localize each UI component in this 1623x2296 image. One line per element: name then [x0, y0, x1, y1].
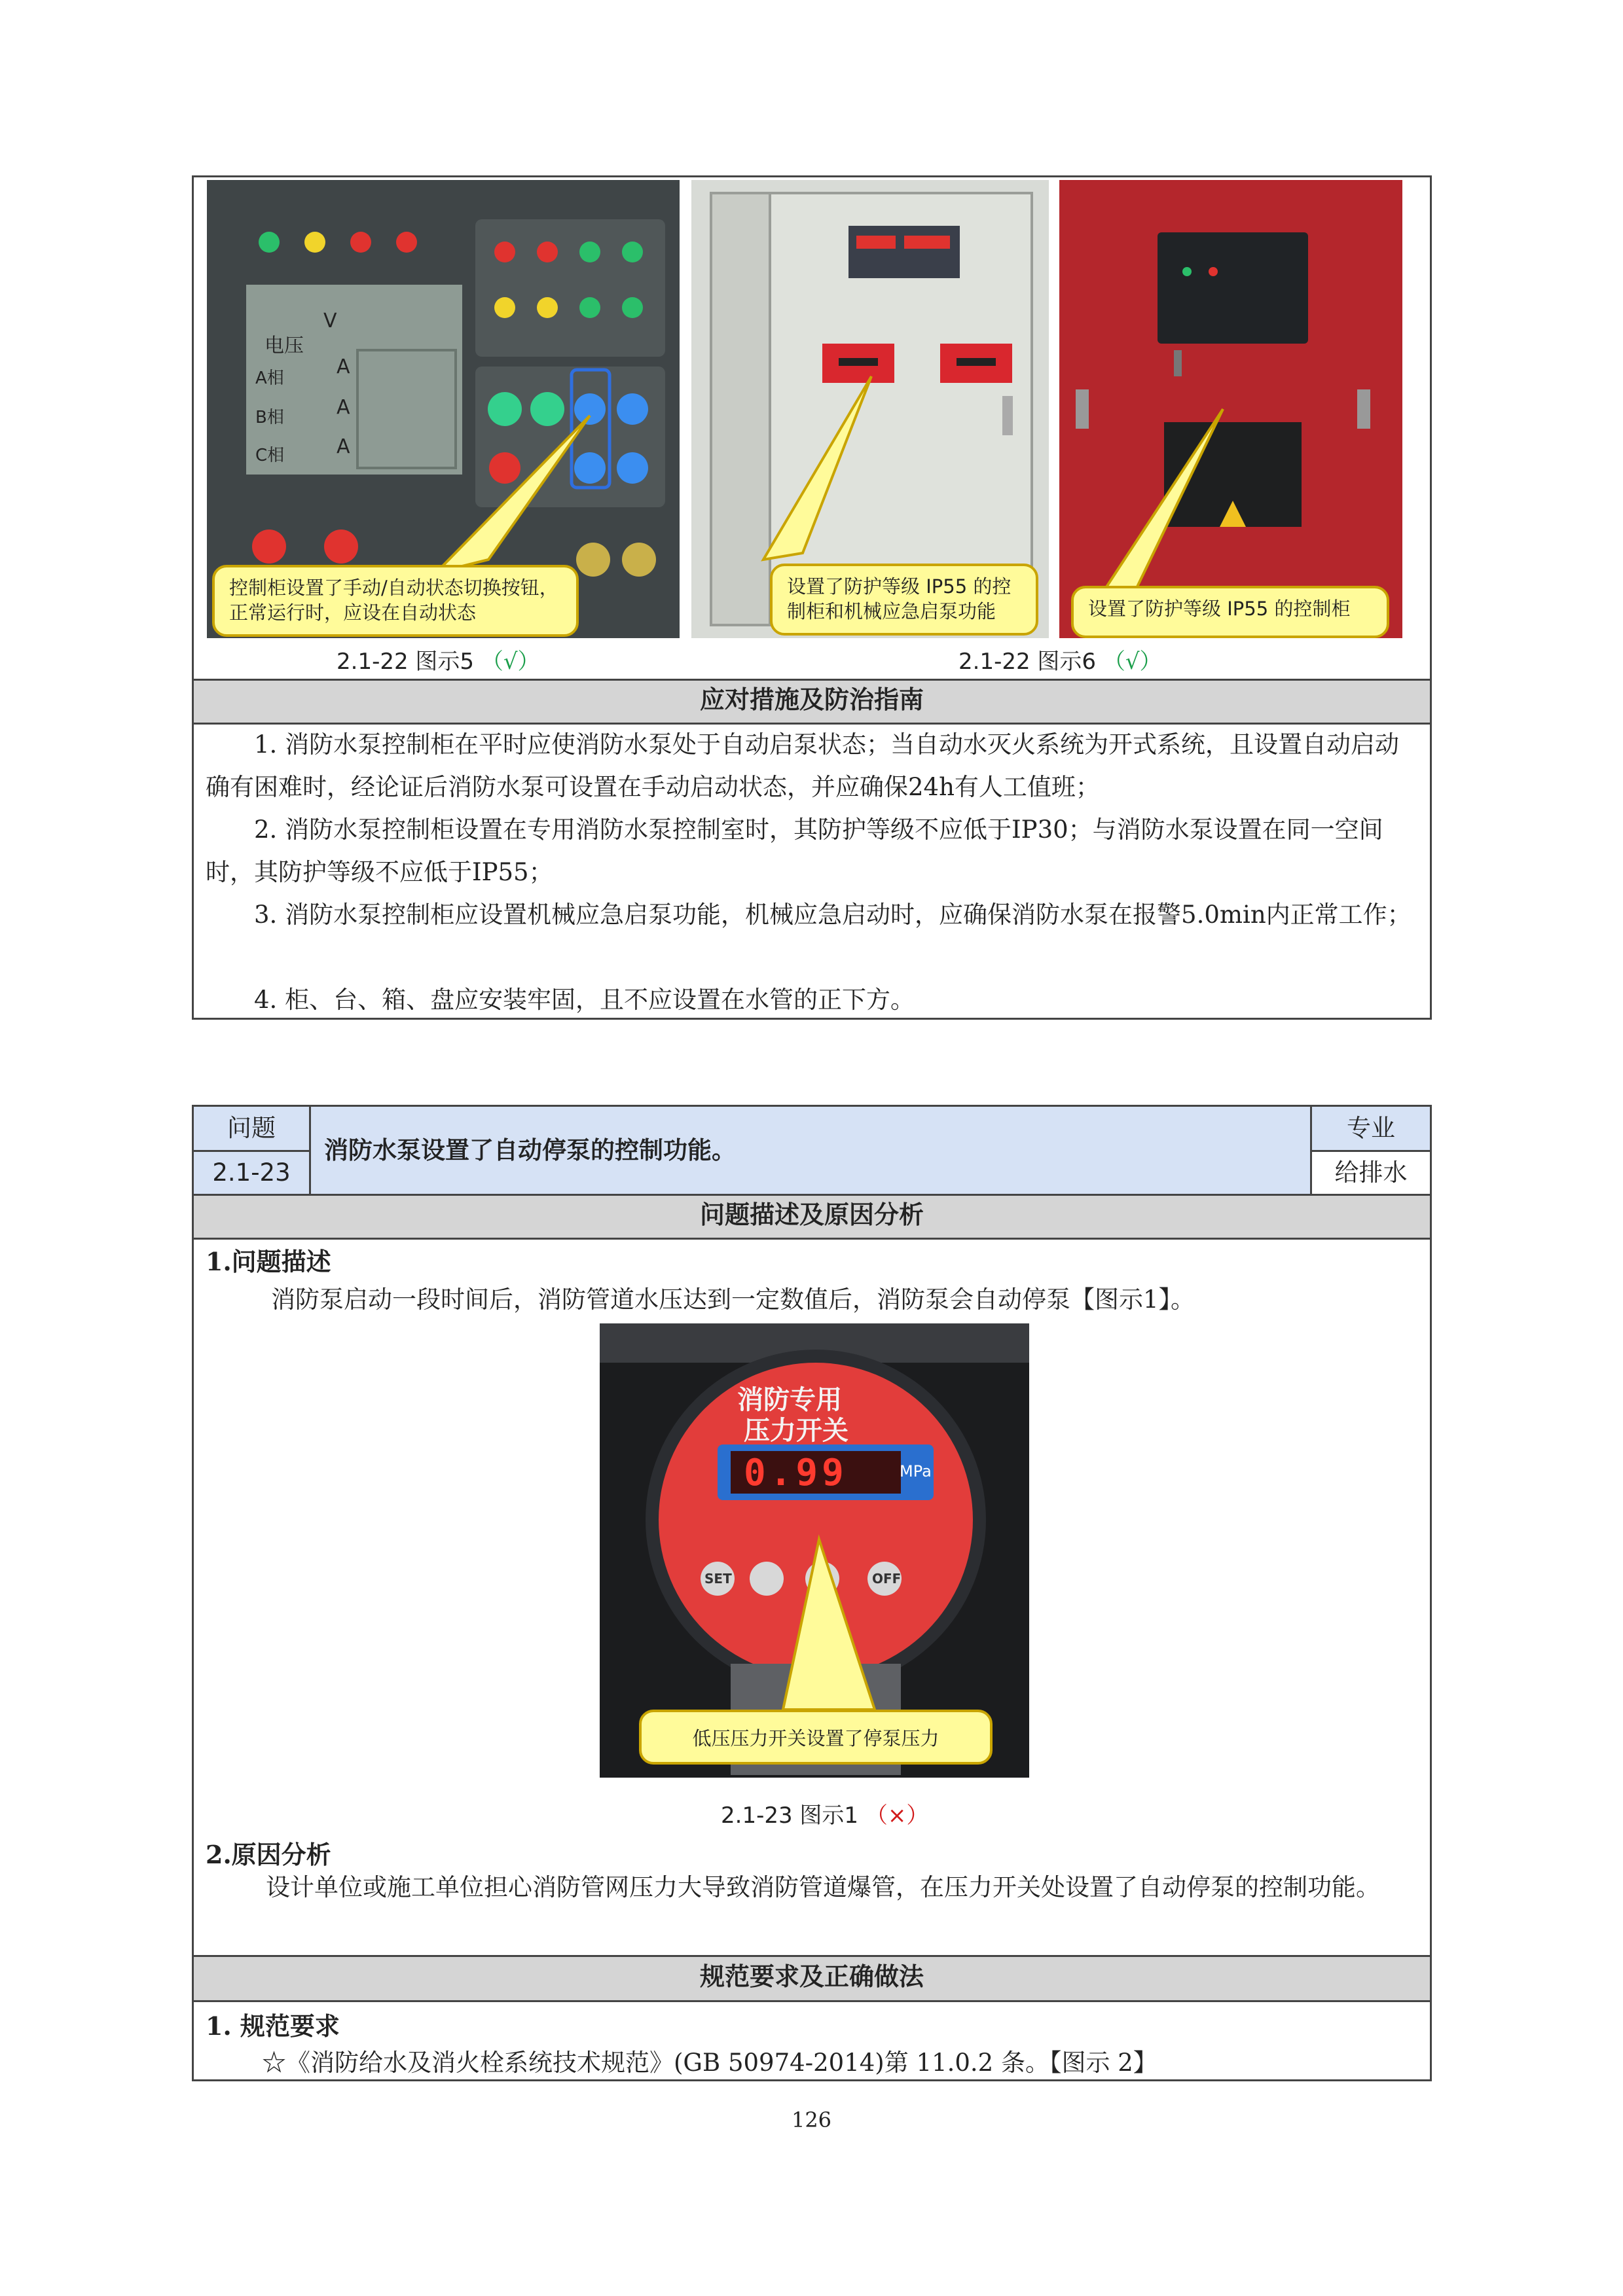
- panel-label-amp-3: A: [337, 435, 350, 458]
- measure-item-2: 2. 消防水泵控制柜设置在专用消防水泵控制室时，其防护等级不应低于IP30；与消防水泵设置在同一空间时，其防护等级不应低于IP55；: [206, 816, 1383, 886]
- gauge-reading: 0.99: [744, 1452, 848, 1494]
- caption-figure-5: [337, 643, 540, 675]
- caption-figure-1-mark: （×）: [865, 1803, 929, 1829]
- header-divider-left-row: [194, 1150, 309, 1152]
- callout-red-cabinet-ip55: 设置了防护等级 IP55 的控制柜: [1071, 586, 1389, 638]
- question-title: 消防水泵设置了自动停泵的控制功能。: [311, 1107, 1323, 1194]
- header-divider-left: [309, 1107, 311, 1194]
- panel-label-a-phase: A相: [255, 368, 284, 388]
- panel-label-amp-1: A: [337, 355, 350, 378]
- measure-item-1: 1. 消防水泵控制柜在平时应使消防水泵处于自动启泵状态；当自动水灭火系统为开式系统，且设置自动启动确有困难时，经论证后消防水泵可设置在手动启动状态，并应确保24h有人工值班；: [206, 730, 1400, 801]
- red-cabinet-illustration: [1059, 180, 1402, 638]
- issue-table: [192, 1105, 1432, 2081]
- specialty-value: 给排水: [1312, 1152, 1430, 1194]
- panel-label-c-phase: C相: [255, 446, 285, 465]
- panel-label-amp-2: A: [337, 396, 350, 419]
- question-number: 2.1-23: [194, 1152, 309, 1194]
- caption-figure-6: [958, 643, 1162, 675]
- caption-figure-1: [721, 1797, 928, 1829]
- gauge-title-line-1: 消防专用: [737, 1385, 842, 1415]
- panel-label-b-phase: B相: [255, 408, 284, 427]
- caption-figure-5-mark: （√）: [481, 649, 540, 675]
- cause-title: 2.原因分析: [206, 1840, 331, 1869]
- caption-figure-1-label: 2.1-23 图示1: [721, 1803, 859, 1829]
- measures-table: [192, 175, 1432, 1020]
- caption-figure-6-mark: （√）: [1103, 649, 1162, 675]
- gauge-title-line-2: 压力开关: [744, 1416, 848, 1446]
- cause-text: 设计单位或施工单位担心消防管网压力大导致消防管道爆管，在压力开关处设置了自动停泵的控制功能。: [266, 1873, 1380, 1901]
- gauge-set-button: SET: [704, 1571, 732, 1587]
- norm-heading: 规范要求及正确做法: [194, 1955, 1430, 2002]
- panel-label-v: V: [323, 310, 337, 332]
- caption-figure-5-label: 2.1-22 图示5: [337, 649, 475, 675]
- measure-item-3: 3. 消防水泵控制柜应设置机械应急启泵功能，机械应急启动时，应确保消防水泵在报警5.0min内正常工作；: [254, 901, 1412, 929]
- red-cabinet-photo: [1059, 180, 1402, 638]
- gauge-off-button: OFF: [872, 1571, 902, 1587]
- description-text: 消防泵启动一段时间后，消防管道水压达到一定数值后，消防泵会自动停泵【图示1】。: [271, 1285, 1195, 1314]
- gauge-unit: MPa: [900, 1462, 932, 1480]
- measure-item-4: 4. 柜、台、箱、盘应安装牢固，且不应设置在水管的正下方。: [254, 986, 915, 1014]
- analysis-heading: 问题描述及原因分析: [194, 1194, 1430, 1240]
- measures-heading: 应对措施及防治指南: [194, 679, 1430, 725]
- description-title: 1.问题描述: [206, 1247, 331, 1276]
- callout-manual-auto-switch: 控制柜设置了手动/自动状态切换按钮，正常运行时，应设在自动状态: [212, 565, 579, 637]
- header-divider-right-row: [1310, 1150, 1430, 1152]
- norm-title: 1. 规范要求: [206, 2011, 340, 2041]
- question-label: 问题: [194, 1107, 309, 1150]
- callout-low-pressure-stop: 低压压力开关设置了停泵压力: [639, 1710, 993, 1765]
- specialty-label: 专业: [1312, 1107, 1430, 1150]
- caption-figure-6-label: 2.1-22 图示6: [958, 649, 1097, 675]
- panel-label-voltage: 电压: [264, 334, 304, 357]
- norm-text: ☆《消防给水及消火栓系统技术规范》(GB 50974-2014)第 11.0.2 条。【图示 2】: [262, 2049, 1158, 2077]
- callout-grey-cabinet-ip55: 设置了防护等级 IP55 的控制柜和机械应急启泵功能: [770, 564, 1038, 636]
- page-number: 126: [791, 2108, 832, 2132]
- pressure-switch-photo: [600, 1323, 1029, 1778]
- photo-row: [194, 177, 1430, 676]
